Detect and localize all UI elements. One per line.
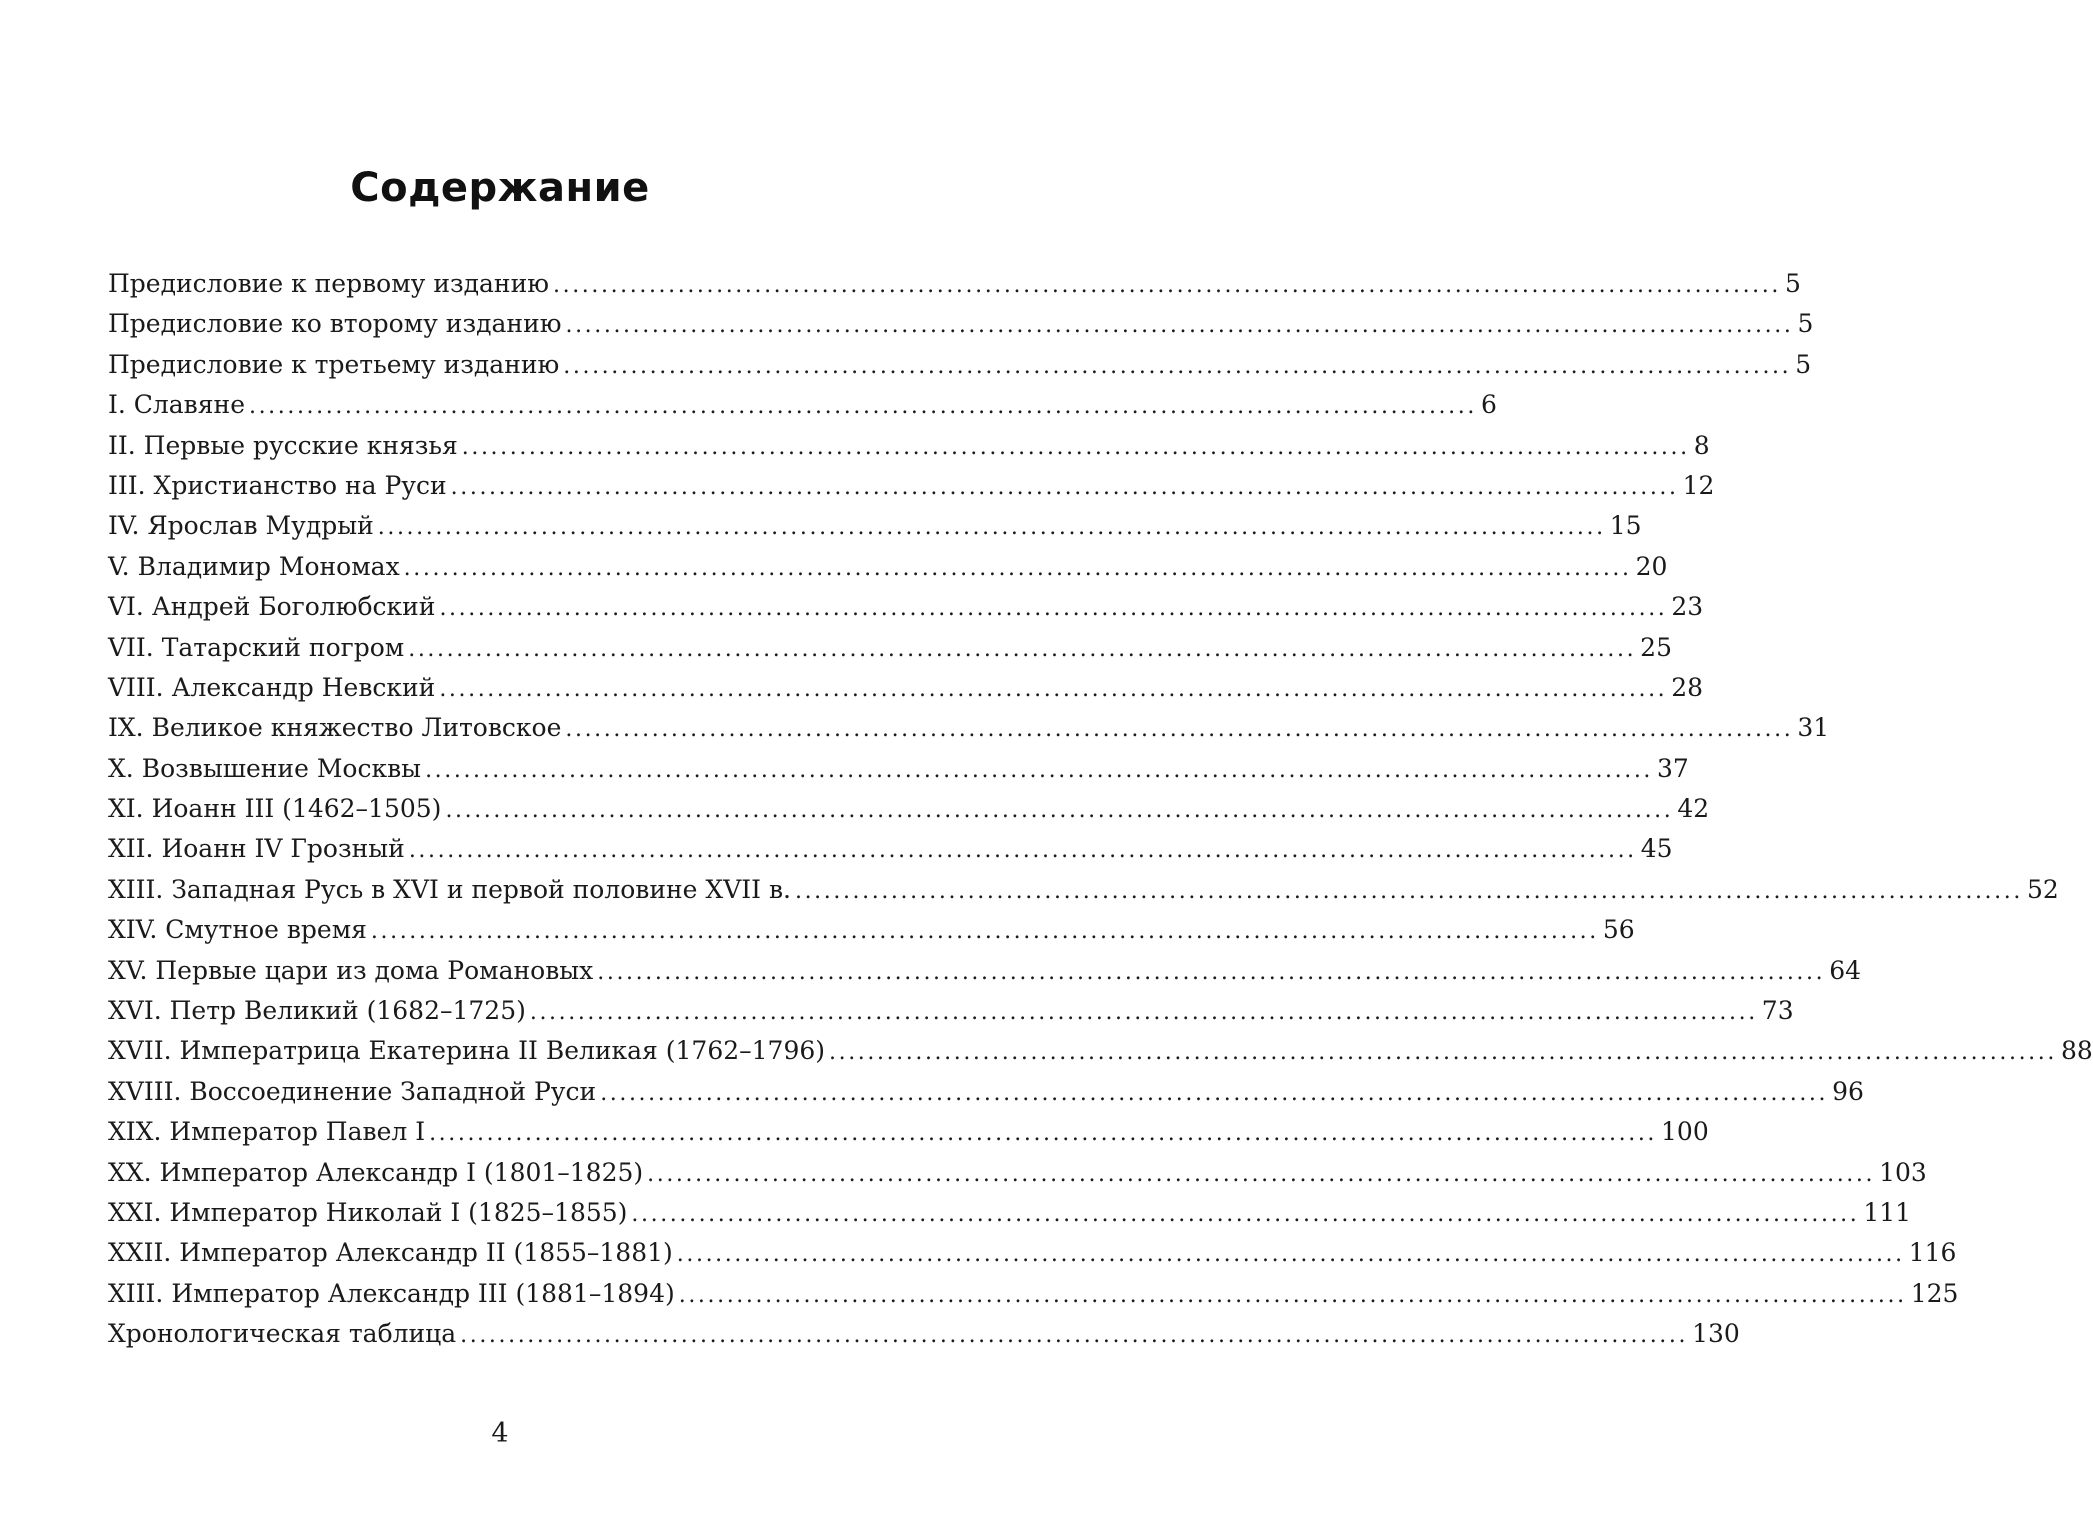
toc-entry-title: XXI. Император Николай I (1825–1855) bbox=[108, 1197, 628, 1227]
toc-entry bbox=[108, 951, 1862, 991]
toc-entry-page: 130 bbox=[1692, 1319, 1740, 1349]
toc-entry-page: 5 bbox=[1784, 269, 1801, 298]
toc-entry-page: 5 bbox=[1797, 309, 1814, 339]
toc-entry bbox=[108, 628, 1672, 668]
dot-leader: ................................................................................................................................ bbox=[795, 878, 2023, 904]
toc-entry bbox=[108, 1274, 1959, 1314]
dot-leader: ................................................................................................................................ bbox=[647, 1161, 1876, 1187]
toc-entry bbox=[108, 304, 1814, 344]
toc-entry bbox=[108, 264, 1801, 304]
toc-entry-page: 37 bbox=[1657, 753, 1689, 783]
toc-entry-title: VI. Андрей Боголюбский bbox=[108, 592, 436, 622]
toc-entry-page: 56 bbox=[1602, 915, 1635, 945]
dot-leader: ................................................................................................................................ bbox=[676, 1242, 1905, 1268]
toc-entry-page: 8 bbox=[1693, 430, 1710, 460]
toc-entry-title: XV. Первые цари из дома Романовых bbox=[108, 955, 594, 985]
toc-entry-page: 23 bbox=[1671, 592, 1704, 622]
toc-entry-title: XIV. Смутное время bbox=[108, 915, 367, 945]
dot-leader: ................................................................................................................................ bbox=[439, 596, 1668, 622]
toc-entry bbox=[108, 1031, 2093, 1071]
toc-entry bbox=[108, 1072, 1864, 1112]
toc-entry-page: 88 bbox=[2060, 1036, 2093, 1066]
toc-entry-title: Предисловие к первому изданию bbox=[108, 269, 550, 298]
toc-entry-title: XIII. Император Александр III (1881–1894) bbox=[108, 1278, 675, 1308]
toc-entry-page: 28 bbox=[1671, 672, 1704, 702]
toc-entry-page: 6 bbox=[1480, 390, 1497, 420]
dot-leader: ................................................................................................................................ bbox=[553, 273, 1781, 298]
toc-entry bbox=[108, 506, 1642, 546]
toc-entry-title: Предисловие ко второму изданию bbox=[108, 309, 562, 339]
toc-entry bbox=[108, 547, 1668, 587]
toc-entry bbox=[108, 708, 1830, 748]
dot-leader: ................................................................................................................................ bbox=[370, 919, 1599, 945]
toc-entry-page: 42 bbox=[1677, 794, 1710, 824]
toc-entry bbox=[108, 749, 1689, 789]
table-of-contents bbox=[108, 264, 2093, 1355]
page-title: Содержание bbox=[350, 164, 650, 211]
toc-entry bbox=[108, 668, 1704, 708]
toc-entry-title: XI. Иоанн III (1462–1505) bbox=[108, 794, 442, 824]
toc-entry-title: XVII. Императрица Екатерина II Великая (1762–1796) bbox=[108, 1036, 826, 1066]
toc-entry-page: 5 bbox=[1795, 349, 1812, 379]
toc-entry-page: 111 bbox=[1863, 1197, 1912, 1227]
dot-leader: ................................................................................................................................ bbox=[439, 676, 1668, 702]
toc-entry-title: Хронологическая таблица bbox=[108, 1319, 457, 1349]
toc-entry-page: 125 bbox=[1910, 1278, 1959, 1308]
dot-leader: ................................................................................................................................ bbox=[461, 434, 1690, 460]
toc-entry-title: XIII. Западная Русь в XVI и первой половине XVII в. bbox=[108, 874, 791, 904]
dot-leader: ................................................................................................................................ bbox=[565, 717, 1794, 743]
dot-leader: ................................................................................................................................ bbox=[529, 1000, 1758, 1026]
dot-leader: ................................................................................................................................ bbox=[445, 798, 1674, 824]
dot-leader: ................................................................................................................................ bbox=[631, 1201, 1860, 1227]
toc-entry-page: 96 bbox=[1832, 1076, 1864, 1106]
dot-leader: ................................................................................................................................ bbox=[829, 1040, 2057, 1066]
toc-entry bbox=[108, 345, 1812, 385]
toc-entry-title: VIII. Александр Невский bbox=[108, 672, 436, 702]
toc-entry bbox=[108, 910, 1635, 950]
toc-entry bbox=[108, 1112, 1709, 1152]
toc-entry-page: 52 bbox=[2026, 874, 2059, 904]
toc-entry-title: IX. Великое княжество Литовское bbox=[108, 713, 562, 743]
toc-entry-title: VII. Татарский погром bbox=[108, 632, 405, 662]
toc-entry-title: IV. Ярослав Мудрый bbox=[108, 511, 374, 541]
dot-leader: ................................................................................................................................ bbox=[403, 555, 1632, 581]
toc-entry-page: 20 bbox=[1635, 551, 1668, 581]
toc-entry bbox=[108, 870, 2059, 910]
toc-entry bbox=[108, 1233, 1957, 1273]
dot-leader: ................................................................................................................................ bbox=[429, 1121, 1658, 1147]
toc-entry-page: 64 bbox=[1829, 955, 1862, 985]
dot-leader: ................................................................................................................................ bbox=[408, 636, 1637, 662]
toc-entry-title: XII. Иоанн IV Грозный bbox=[108, 834, 405, 864]
dot-leader: ................................................................................................................................ bbox=[597, 959, 1826, 985]
toc-entry-title: I. Славяне bbox=[108, 390, 245, 420]
toc-entry-page: 103 bbox=[1879, 1157, 1927, 1187]
toc-entry-title: XXII. Император Александр II (1855–1881) bbox=[108, 1238, 673, 1268]
dot-leader: ................................................................................................................................ bbox=[408, 838, 1637, 864]
toc-entry-title: XX. Император Александр I (1801–1825) bbox=[108, 1157, 644, 1187]
toc-entry-page: 100 bbox=[1661, 1117, 1709, 1147]
toc-entry-title: Предисловие к третьему изданию bbox=[108, 349, 560, 379]
toc-entry bbox=[108, 1314, 1740, 1354]
toc-entry bbox=[108, 466, 1715, 506]
toc-entry bbox=[108, 426, 1710, 466]
toc-entry bbox=[108, 385, 1497, 425]
dot-leader: ................................................................................................................................ bbox=[565, 313, 1794, 339]
dot-leader: ................................................................................................................................ bbox=[600, 1080, 1829, 1106]
toc-entry-page: 116 bbox=[1908, 1238, 1957, 1268]
toc-entry bbox=[108, 1153, 1927, 1193]
toc-entry-page: 31 bbox=[1797, 713, 1830, 743]
dot-leader: ................................................................................................................................ bbox=[563, 353, 1792, 379]
toc-entry-title: XVI. Петр Великий (1682–1725) bbox=[108, 996, 526, 1026]
page-number: 4 bbox=[491, 1418, 509, 1449]
dot-leader: ................................................................................................................................ bbox=[249, 394, 1477, 420]
toc-entry-title: II. Первые русские князья bbox=[108, 430, 458, 460]
toc-entry-title: XIX. Император Павел I bbox=[108, 1117, 426, 1147]
toc-entry-page: 45 bbox=[1640, 834, 1673, 864]
toc-entry-page: 15 bbox=[1609, 511, 1642, 541]
dot-leader: ................................................................................................................................ bbox=[425, 757, 1654, 783]
toc-entry bbox=[108, 829, 1673, 869]
toc-entry bbox=[108, 1193, 1912, 1233]
dot-leader: ................................................................................................................................ bbox=[450, 474, 1679, 500]
toc-entry bbox=[108, 991, 1794, 1031]
toc-entry bbox=[108, 587, 1704, 627]
toc-entry-page: 25 bbox=[1640, 632, 1672, 662]
toc-entry-title: XVIII. Воссоединение Западной Руси bbox=[108, 1076, 597, 1106]
toc-entry-title: III. Христианство на Руси bbox=[108, 470, 447, 500]
toc-entry-page: 12 bbox=[1682, 470, 1715, 500]
toc-entry-title: X. Возвышение Москвы bbox=[108, 753, 422, 783]
toc-entry-title: V. Владимир Мономах bbox=[108, 551, 400, 581]
toc-entry bbox=[108, 789, 1710, 829]
dot-leader: ................................................................................................................................ bbox=[460, 1323, 1689, 1349]
dot-leader: ................................................................................................................................ bbox=[377, 515, 1606, 541]
dot-leader: ................................................................................................................................ bbox=[678, 1282, 1907, 1308]
toc-entry-page: 73 bbox=[1761, 996, 1794, 1026]
